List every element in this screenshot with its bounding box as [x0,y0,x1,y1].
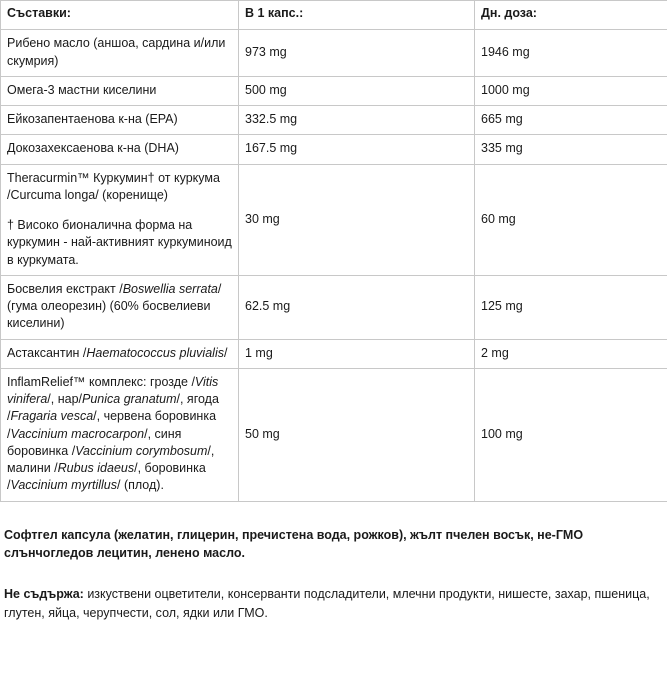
ingredient-name-latin-6: Rubus idaeus [57,461,135,475]
table-body [1,30,667,501]
free-from-note [4,585,663,623]
ingredient-name-o: / (плод). [117,478,164,493]
ingredient-name-main: Theracurmin™ Куркумин† от куркума /Curcuma longa/ (коренище) [7,170,220,202]
ingredient-name-c: / [223,345,228,360]
ingredient-name-a: Астаксантин / [7,345,87,360]
table-row [1,106,667,135]
table-row [1,368,667,501]
ingredient-per-capsule: 332.5 mg [239,106,475,135]
ingredient-name-latin: Boswellia serrata [122,281,218,296]
ingredient-per-capsule: 167.5 mg [239,135,475,164]
ingredient-daily-dose: 60 mg [475,164,667,275]
footer-notes [0,526,667,623]
ingredient-name: Докозахексаенова к-на (DHA) [1,135,239,164]
softgel-capsule-note: Софтгел капсула (желатин, глицерин, пречистена вода, рожков), жълт пчелен восък, не-ГМО слънчогледов лецитин, ленено масло. [4,527,584,561]
ingredient-name-latin-3: Fragaria vesca [10,409,94,424]
ingredient-per-capsule: 30 mg [239,164,475,275]
ingredient-daily-dose: 335 mg [475,135,667,164]
ingredient-name-latin: Haematococcus pluvialis [86,345,224,360]
free-from-text: изкуствени оцветители, консерванти подсладители, млечни продукти, нишесте, захар, пшеница, глутен, яйца, черупчести, сол, ядки или ГМО. [4,587,650,620]
ingredient-name-latin-5: Vaccinium corymbosum [75,443,208,458]
ingredient-name [1,275,239,339]
ingredient-name: Омега-3 мастни киселини [1,76,239,105]
ingredient-daily-dose: 100 mg [475,368,667,501]
ingredient-per-capsule: 973 mg [239,30,475,77]
table-header-row [1,1,667,30]
free-from-label: Не съдържа: [4,587,84,601]
table-row [1,30,667,77]
ingredient-daily-dose: 125 mg [475,275,667,339]
ingredient-name-m: /, боровинка / [7,461,206,493]
ingredient-name-latin-1: Vitis vinifera [7,374,219,406]
ingredient-name-c: / (гума олеорезин) (60% босвелиеви киселини) [7,281,222,331]
ingredient-name-note: † Високо бионалична форма на куркумин - най-активният куркуминоид в куркумата. [7,218,232,267]
ingredient-name-latin-4: Vaccinium macrocarpon [10,426,145,441]
column-header-per-capsule: В 1 капс.: [239,1,475,30]
ingredient-per-capsule: 62.5 mg [239,275,475,339]
ingredient-name-a: Босвелия екстракт / [7,281,123,296]
ingredient-name-k: /, малини / [7,443,215,475]
ingredient-name [1,164,239,275]
table-row [1,275,667,339]
ingredient-name-g: /, червена боровинка / [7,409,217,441]
ingredient-name [1,368,239,501]
table-header [1,1,667,30]
ingredient-per-capsule: 1 mg [239,339,475,368]
ingredient-name-gap [7,204,232,217]
ingredient-name-latin-2: Punica granatum [82,392,177,406]
ingredient-daily-dose: 665 mg [475,106,667,135]
ingredient-name [1,339,239,368]
ingredient-name-latin-7: Vaccinium myrtillus [10,478,117,493]
ingredient-name: Ейкозапентаенова к-на (EPA) [1,106,239,135]
ingredient-name-e: /, ягода / [7,392,219,424]
table-row [1,135,667,164]
column-header-ingredients: Съставки: [1,1,239,30]
ingredient-per-capsule: 500 mg [239,76,475,105]
table-row [1,76,667,105]
table-row [1,164,667,275]
ingredient-daily-dose: 1946 mg [475,30,667,77]
ingredient-per-capsule: 50 mg [239,368,475,501]
ingredient-daily-dose: 1000 mg [475,76,667,105]
ingredient-name-a: InflamRelief™ комплекс: гроздe / [7,374,195,389]
ingredient-name: Рибено масло (аншоа, сардина и/или скумрия) [1,30,239,77]
ingredient-name-i: /, синя боровинка / [7,426,182,458]
ingredient-name-c: /, нар/ [47,392,82,406]
ingredient-daily-dose: 2 mg [475,339,667,368]
table-row [1,339,667,368]
column-header-daily-dose: Дн. доза: [475,1,667,30]
